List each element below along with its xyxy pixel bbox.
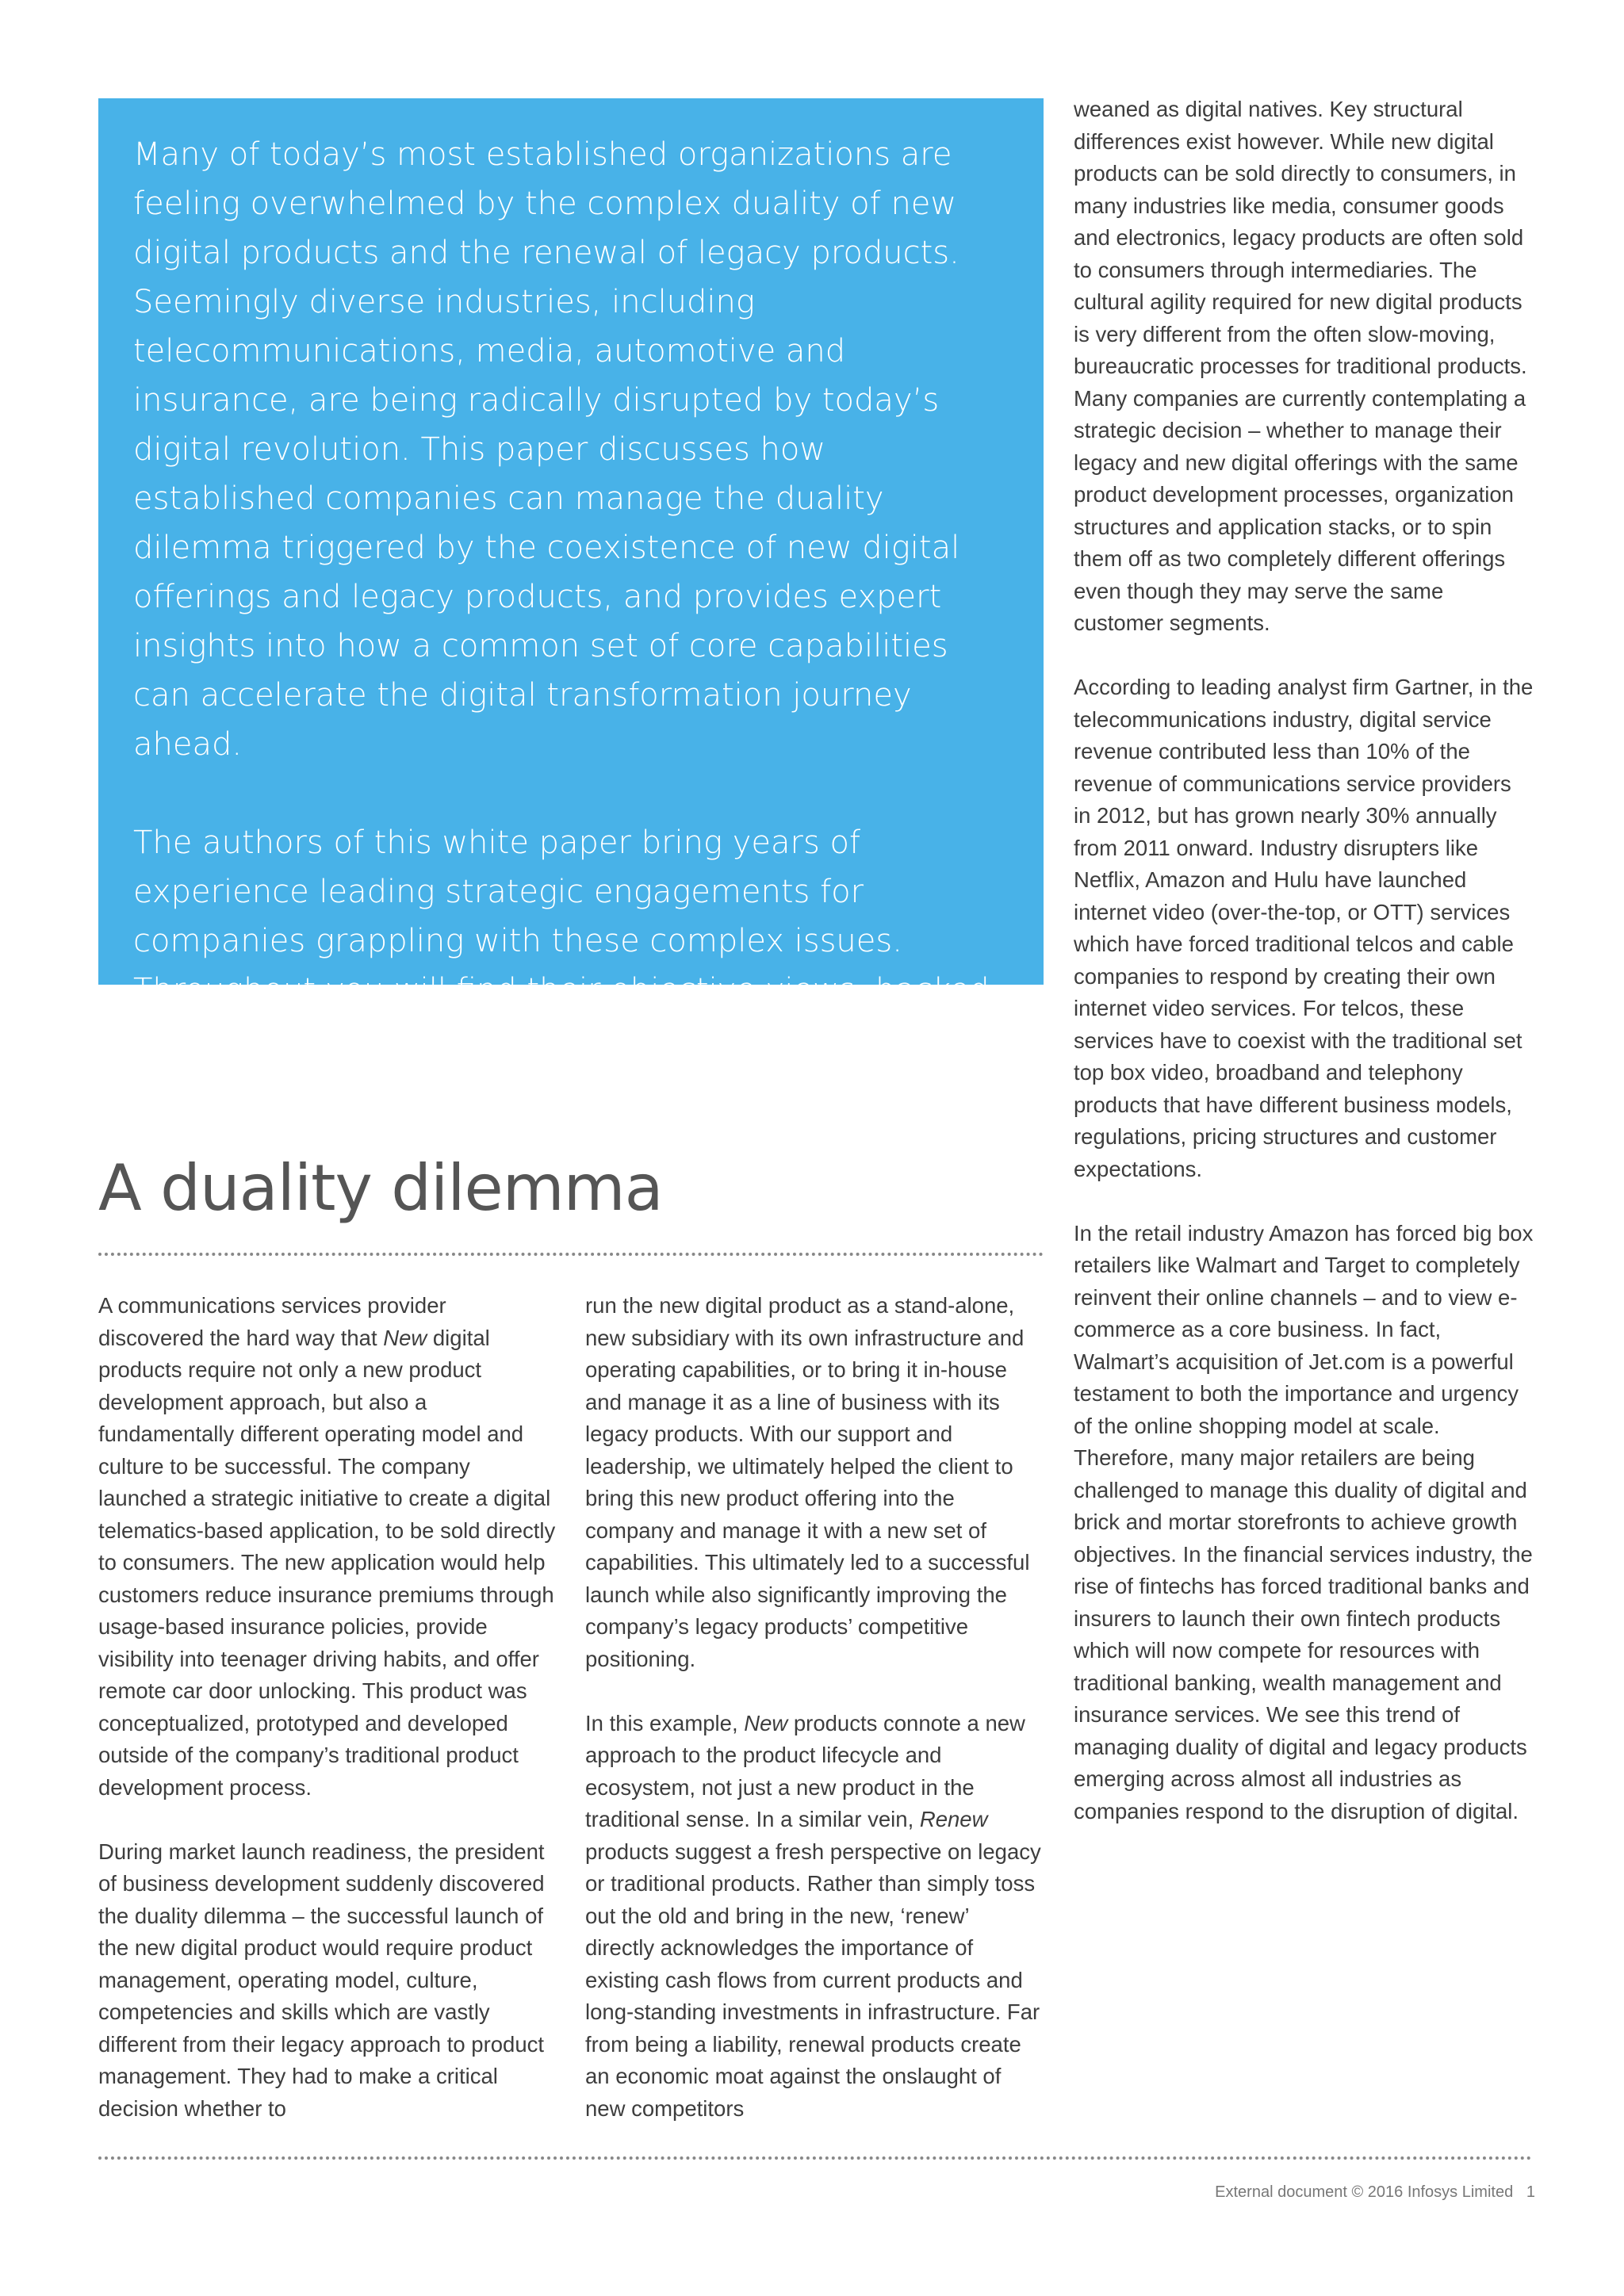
mid-p2-emphasis-new: New: [744, 1710, 788, 1735]
middle-column: [585, 1290, 1044, 2125]
intro-paragraph-1: Many of today’s most established organizations are feeling overwhelmed by the complex duality of new digital products and the renewal of legacy products. Seemingly diverse industries, including telecommunications, media, automotive and insurance, are being radically disrupted by today’s digital revolution. This paper discusses how established companies can manage the duality dilemma triggered by the coexistence of new digital offerings and legacy products, and provides expert insights into how a common set of core capabilities can accelerate the digital transformation journey ahead.: [133, 136, 960, 763]
mid-p2-text-b: products connote a new approach to the product lifecycle and ecosystem, not just a new product in the traditional sense. In a similar vein,: [585, 1710, 1025, 1831]
footer-copyright: External document © 2016 Infosys Limited 1: [1215, 2183, 1535, 2201]
section-heading: A duality dilemma: [98, 1151, 663, 1225]
intro-summary-box: [98, 98, 1044, 1107]
right-column: [1074, 94, 1534, 1827]
left-p1-text-b: digital products require not only a new product development approach, but also a fundamentally different operating model and culture to be successful. The company launched a strategic initiative to create a digital telematics-based application, to be sold directly to consumers. The new application would help customers reduce insurance premiums through usage-based insurance policies, provide visibility into teenager driving habits, and offer remote car door unlocking. This product was conceptualized, prototyped and developed outside of the company’s traditional product development process.: [98, 1325, 556, 1800]
mid-p2-text-a: In this example,: [585, 1710, 745, 1735]
right-paragraph-1: weaned as digital natives. Key structural differences exist however. While new digital products can be sold directly to consumers, in many industries like media, consumer goods and electronics, legacy products are often sold to consumers through intermediaries. The cultural agility required for new digital products is very different from the often slow-moving, bureaucratic processes for traditional products. Many companies are currently contemplating a strategic decision – whether to manage their legacy and new digital offerings with the same product development processes, organization structures and application stacks, or to spin them off as two completely different offerings even though they may serve the same customer segments.: [1074, 97, 1527, 635]
left-column: [98, 1290, 557, 2125]
right-paragraph-2: According to leading analyst firm Gartner, in the telecommunications industry, digital service revenue contributed less than 10% of the revenue of communications service providers in 2012, but has grown nearly 30% annually from 2011 onward. Industry disrupters like Netflix, Amazon and Hulu have launched internet video (over-the-top, or OTT) services which have forced traditional telcos and cable companies to respond by creating their own internet video services. For telcos, these services have to coexist with the traditional set top box video, broadband and telephony products that have different business models, regulations, pricing structures and customer expectations.: [1074, 675, 1534, 1181]
middle-paragraph-1: run the new digital product as a stand-alone, new subsidiary with its own infrastructure and operating capabilities, or to bring it in-house and manage it as a line of business with its legacy products. With our support and leadership, we ultimately helped the client to bring this new product offering into the company and manage it with a new set of capabilities. This ultimately led to a successful launch while also significantly improving the company’s legacy products’ competitive positioning.: [585, 1293, 1030, 1671]
left-paragraph-1: [98, 1290, 557, 1804]
intro-paragraph-2: The authors of this white paper bring years of experience leading strategic engagements for companies grappling with these complex issues. Throughout you will find their objective views, backed by data and real-life examples, to help executives better understand a potential path forward.: [133, 825, 990, 1107]
mid-p2-text-c: products suggest a fresh perspective on legacy or traditional products. Rather than simply toss out the old and bring in the new, ‘renew’ directly acknowledges the importance of existing cash flows from current products and long-standing investments in infrastructure. Far from being a liability, renewal products create an economic moat against the onslaught of new competitors: [585, 1839, 1041, 2121]
left-p1-text-a: A communications services provider discovered the hard way that: [98, 1293, 446, 1350]
left-p1-emphasis: New: [383, 1325, 427, 1350]
footer-divider: [98, 2156, 1532, 2160]
middle-paragraph-2: [585, 1708, 1044, 2126]
left-paragraph-2: During market launch readiness, the president of business development suddenly discovered the duality dilemma – the successful launch of the new digital product would require product management, operating model, culture, competencies and skills which are vastly different from their legacy approach to product management. They had to make a critical decision whether to: [98, 1839, 545, 2121]
section-divider: [98, 1253, 1044, 1256]
right-paragraph-3: In the retail industry Amazon has forced big box retailers like Walmart and Target to completely reinvent their online channels – and to view e-commerce as a core business. In fact, Walmart’s acquisition of Jet.com is a powerful testament to both the importance and urgency of the online shopping model at scale. Therefore, many major retailers are being challenged to manage this duality of digital and brick and mortar storefronts to achieve growth objectives. In the financial services industry, the rise of fintechs has forced traditional banks and insurers to launch their own fintech products which will now compete for resources with traditional banking, wealth management and insurance services. We see this trend of managing duality of digital and legacy products emerging across almost all industries as companies respond to the disruption of digital.: [1074, 1220, 1534, 1823]
mid-p2-emphasis-renew: Renew: [919, 1807, 988, 1831]
